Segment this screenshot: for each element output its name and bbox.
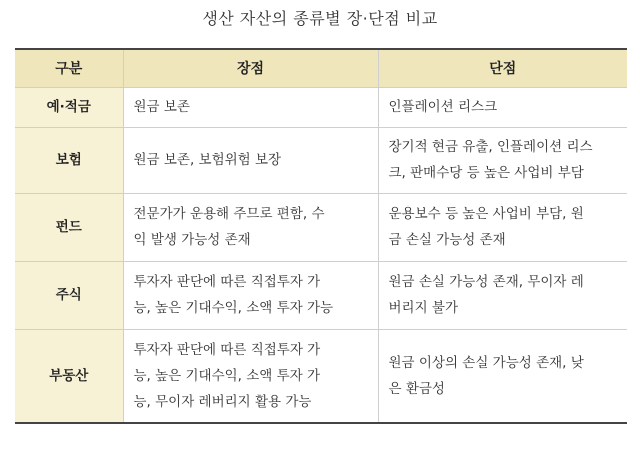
row-category: 보험 — [15, 127, 123, 193]
row-category: 펀드 — [15, 193, 123, 261]
header-category: 구분 — [55, 61, 83, 78]
row-cons: 인플레이션 리스크 — [378, 87, 627, 127]
row-category: 부동산 — [15, 329, 123, 423]
table-title: 생산 자산의 종류별 장·단점 비교 — [202, 9, 438, 28]
table-row — [15, 193, 627, 261]
table-header-row — [15, 49, 627, 87]
table-row — [15, 127, 627, 193]
row-category: 예·적금 — [15, 87, 123, 127]
row-pros: 원금 보존, 보험위험 보장 — [123, 127, 378, 193]
row-category: 주식 — [15, 261, 123, 329]
comparison-table — [15, 48, 627, 424]
header-cons: 단점 — [378, 49, 627, 87]
row-pros: 투자자 판단에 따른 직접투자 가 능, 높은 기대수익, 소액 투자 가능 — [123, 261, 378, 329]
table-row — [15, 87, 627, 127]
row-pros: 원금 보존 — [123, 87, 378, 127]
row-cons: 원금 손실 가능성 존재, 무이자 레 버리지 불가 — [378, 261, 627, 329]
row-cons: 장기적 현금 유출, 인플레이션 리스 크, 판매수당 등 높은 사업비 부담 — [378, 127, 627, 193]
table-row — [15, 261, 627, 329]
row-pros: 전문가가 운용해 주므로 편함, 수 익 발생 가능성 존재 — [123, 193, 378, 261]
row-pros: 투자자 판단에 따른 직접투자 가 능, 높은 기대수익, 소액 투자 가 능, 무이자 레버리지 활용 가능 — [123, 329, 378, 423]
row-cons: 운용보수 등 높은 사업비 부담, 원 금 손실 가능성 존재 — [378, 193, 627, 261]
header-pros: 장점 — [123, 49, 378, 87]
row-cons: 원금 이상의 손실 가능성 존재, 낮 은 환금성 — [378, 329, 627, 423]
table-row — [15, 329, 627, 423]
